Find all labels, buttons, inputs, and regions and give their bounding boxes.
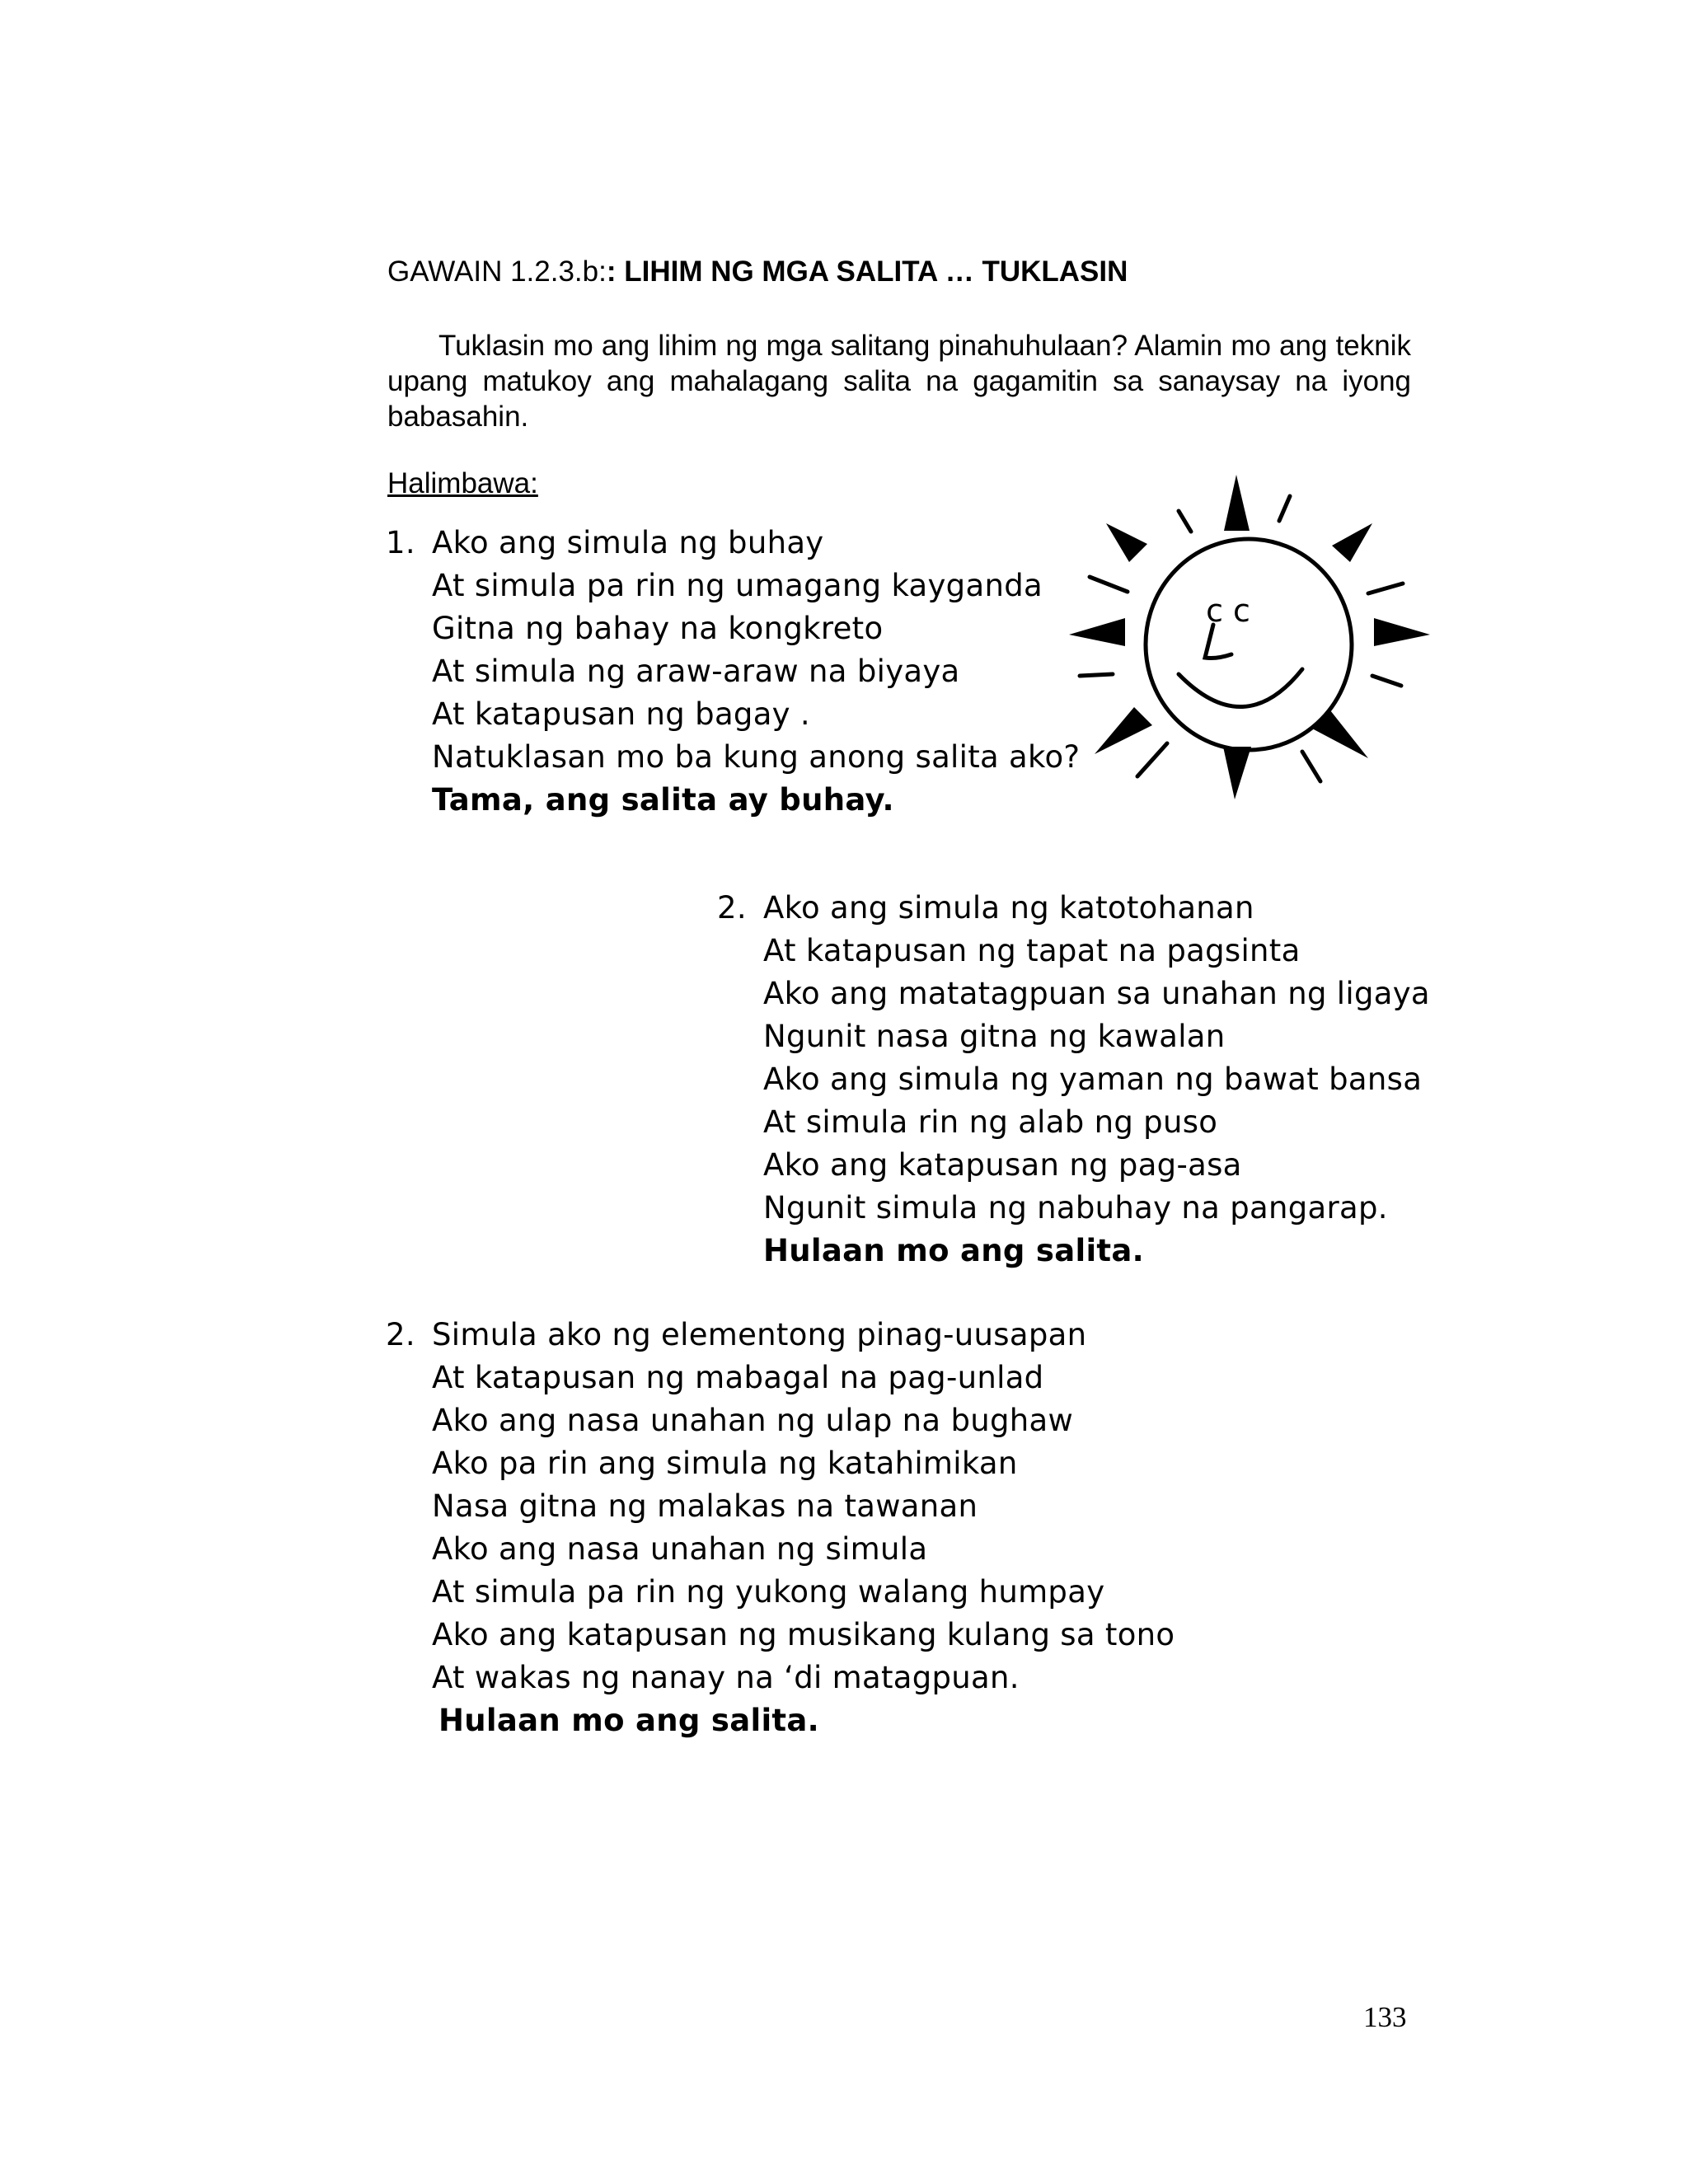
sun-ray (1069, 618, 1125, 646)
sun-ray (1224, 475, 1250, 531)
sun-ray (1223, 747, 1251, 799)
poem-lines (763, 887, 1430, 1272)
activity-heading: : LIHIM NG MGA SALITA … TUKLASIN (606, 255, 1128, 288)
poem-answer: Tama, ang salita ay buhay. (432, 782, 894, 818)
poem-line: At katapusan ng tapat na pagsinta (763, 933, 1301, 968)
sun-nose (1205, 625, 1231, 658)
sun-face-outline (1146, 539, 1352, 750)
poem-line: Ako ang simula ng yaman ng bawat bansa (763, 1062, 1423, 1097)
poem-line: Nasa gitna ng malakas na tawanan (432, 1488, 978, 1524)
poem-line: Ngunit nasa gitna ng kawalan (763, 1019, 1226, 1054)
activity-code: GAWAIN 1.2.3.b: (387, 255, 607, 288)
sun-ray (1374, 618, 1430, 646)
sun-ray (1095, 707, 1152, 754)
page-number: 133 (1363, 2001, 1407, 2033)
poem-line: Ako ang simula ng katotohanan (763, 890, 1254, 926)
poem-number: 1. (386, 525, 415, 560)
sun-ray (1106, 523, 1147, 562)
poem-answer: Hulaan mo ang salita. (763, 1233, 1145, 1268)
poem-line: Ako ang nasa unahan ng simula (432, 1531, 928, 1567)
poem-answer: Hulaan mo ang salita. (438, 1703, 820, 1738)
poem-line: Ako ang katapusan ng pag-asa (763, 1147, 1242, 1183)
activity-title (387, 255, 1128, 288)
poem-number: 2. (717, 890, 747, 926)
poem-line: At katapusan ng mabagal na pag-unlad (432, 1360, 1044, 1395)
poem-line: At simula rin ng alab ng puso (763, 1104, 1218, 1140)
poem-line: Ngunit simula ng nabuhay na pangarap. (763, 1190, 1388, 1226)
poem-line: Ako pa rin ang simula ng katahimikan (432, 1446, 1018, 1481)
poem-line: Simula ako ng elementong pinag-uusapan (432, 1317, 1087, 1352)
sun-eyes: c c (1206, 593, 1250, 629)
poem-line: At simula pa rin ng umagang kayganda (432, 568, 1043, 603)
poem-line: Ako ang simula ng buhay (432, 525, 824, 560)
poem-line: At simula ng araw-araw na biyaya (432, 654, 960, 689)
sun-smile (1179, 669, 1302, 707)
poem-line: Natuklasan mo ba kung anong salita ako? (432, 739, 1081, 775)
poem-number: 2. (386, 1317, 415, 1352)
poem-line: Ako ang katapusan ng musikang kulang sa tono (432, 1617, 1175, 1652)
poem-lines (432, 522, 1080, 822)
poem-line: At wakas ng nanay na ‘di matagpuan. (432, 1660, 1020, 1695)
poem-line: Ako ang matatagpuan sa unahan ng ligaya (763, 976, 1430, 1011)
poem-line: Gitna ng bahay na kongkreto (432, 611, 884, 646)
example-label: Halimbawa: (387, 467, 538, 499)
poem-line: At simula pa rin ng yukong walang humpay (432, 1574, 1105, 1610)
smiling-sun-icon (1055, 470, 1434, 816)
sun-ray (1332, 523, 1372, 562)
poem-line: At katapusan ng bagay . (432, 696, 810, 732)
poem-lines (432, 1314, 1175, 1742)
instructions-paragraph: Tuklasin mo ang lihim ng mga salitang pinahuhulaan? Alamin mo ang teknik upang matukoy ang mahalagang salita na gagamitin sa sanaysay na iyong babasahin. (387, 330, 1411, 433)
poem-line: Ako ang nasa unahan ng ulap na bughaw (432, 1403, 1074, 1438)
